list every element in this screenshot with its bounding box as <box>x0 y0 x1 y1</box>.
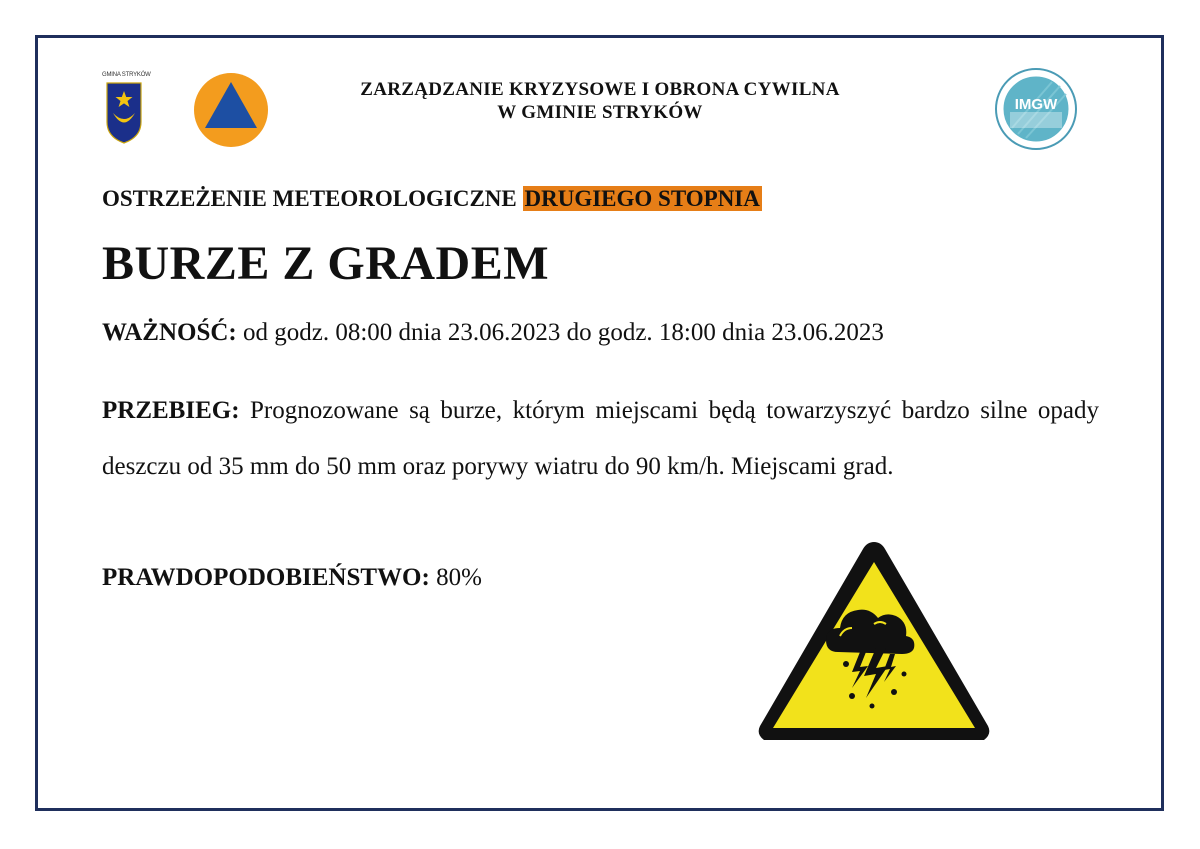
probability-label: PRAWDOPODOBIEŃSTWO: <box>102 564 430 591</box>
warning-level-prefix: OSTRZEŻENIE METEOROLOGICZNE <box>102 186 523 211</box>
probability-line <box>102 564 482 592</box>
organization-header <box>300 78 900 124</box>
course-text: Prognozowane są burze, którym miejscami będą towarzyszyć bardzo silne opady deszczu od 35 mm do 50 mm oraz porywy wiatru do 90 km/h. Miejscami grad. <box>102 397 1099 480</box>
validity-line <box>102 319 884 347</box>
thunderstorm-warning-sign-icon <box>754 536 994 744</box>
warning-level-highlight: DRUGIEGO STOPNIA <box>524 186 760 211</box>
validity-label: WAŻNOŚĆ: <box>102 319 237 346</box>
gmina-strykow-crest-icon <box>102 72 151 146</box>
probability-value: 80% <box>429 564 482 591</box>
header-title-line2: W GMINIE STRYKÓW <box>497 102 703 123</box>
header-title-line1: ZARZĄDZANIE KRYZYSOWE I OBRONA CYWILNA <box>360 79 840 100</box>
imgw-logo-icon <box>994 68 1078 150</box>
course-paragraph <box>102 383 1099 495</box>
course-label: PRZEBIEG: <box>102 397 240 424</box>
validity-text: od godz. 08:00 dnia 23.06.2023 do godz. 18:00 dnia 23.06.2023 <box>236 319 884 346</box>
hazard-title: BURZE Z GRADEM <box>102 237 550 290</box>
crest-shield-icon <box>106 82 142 144</box>
imgw-logo-text: IMGW <box>1014 96 1058 113</box>
crest-caption: GMINA STRYKÓW <box>102 72 151 78</box>
civil-defense-icon <box>193 72 269 148</box>
warning-level <box>102 186 762 212</box>
